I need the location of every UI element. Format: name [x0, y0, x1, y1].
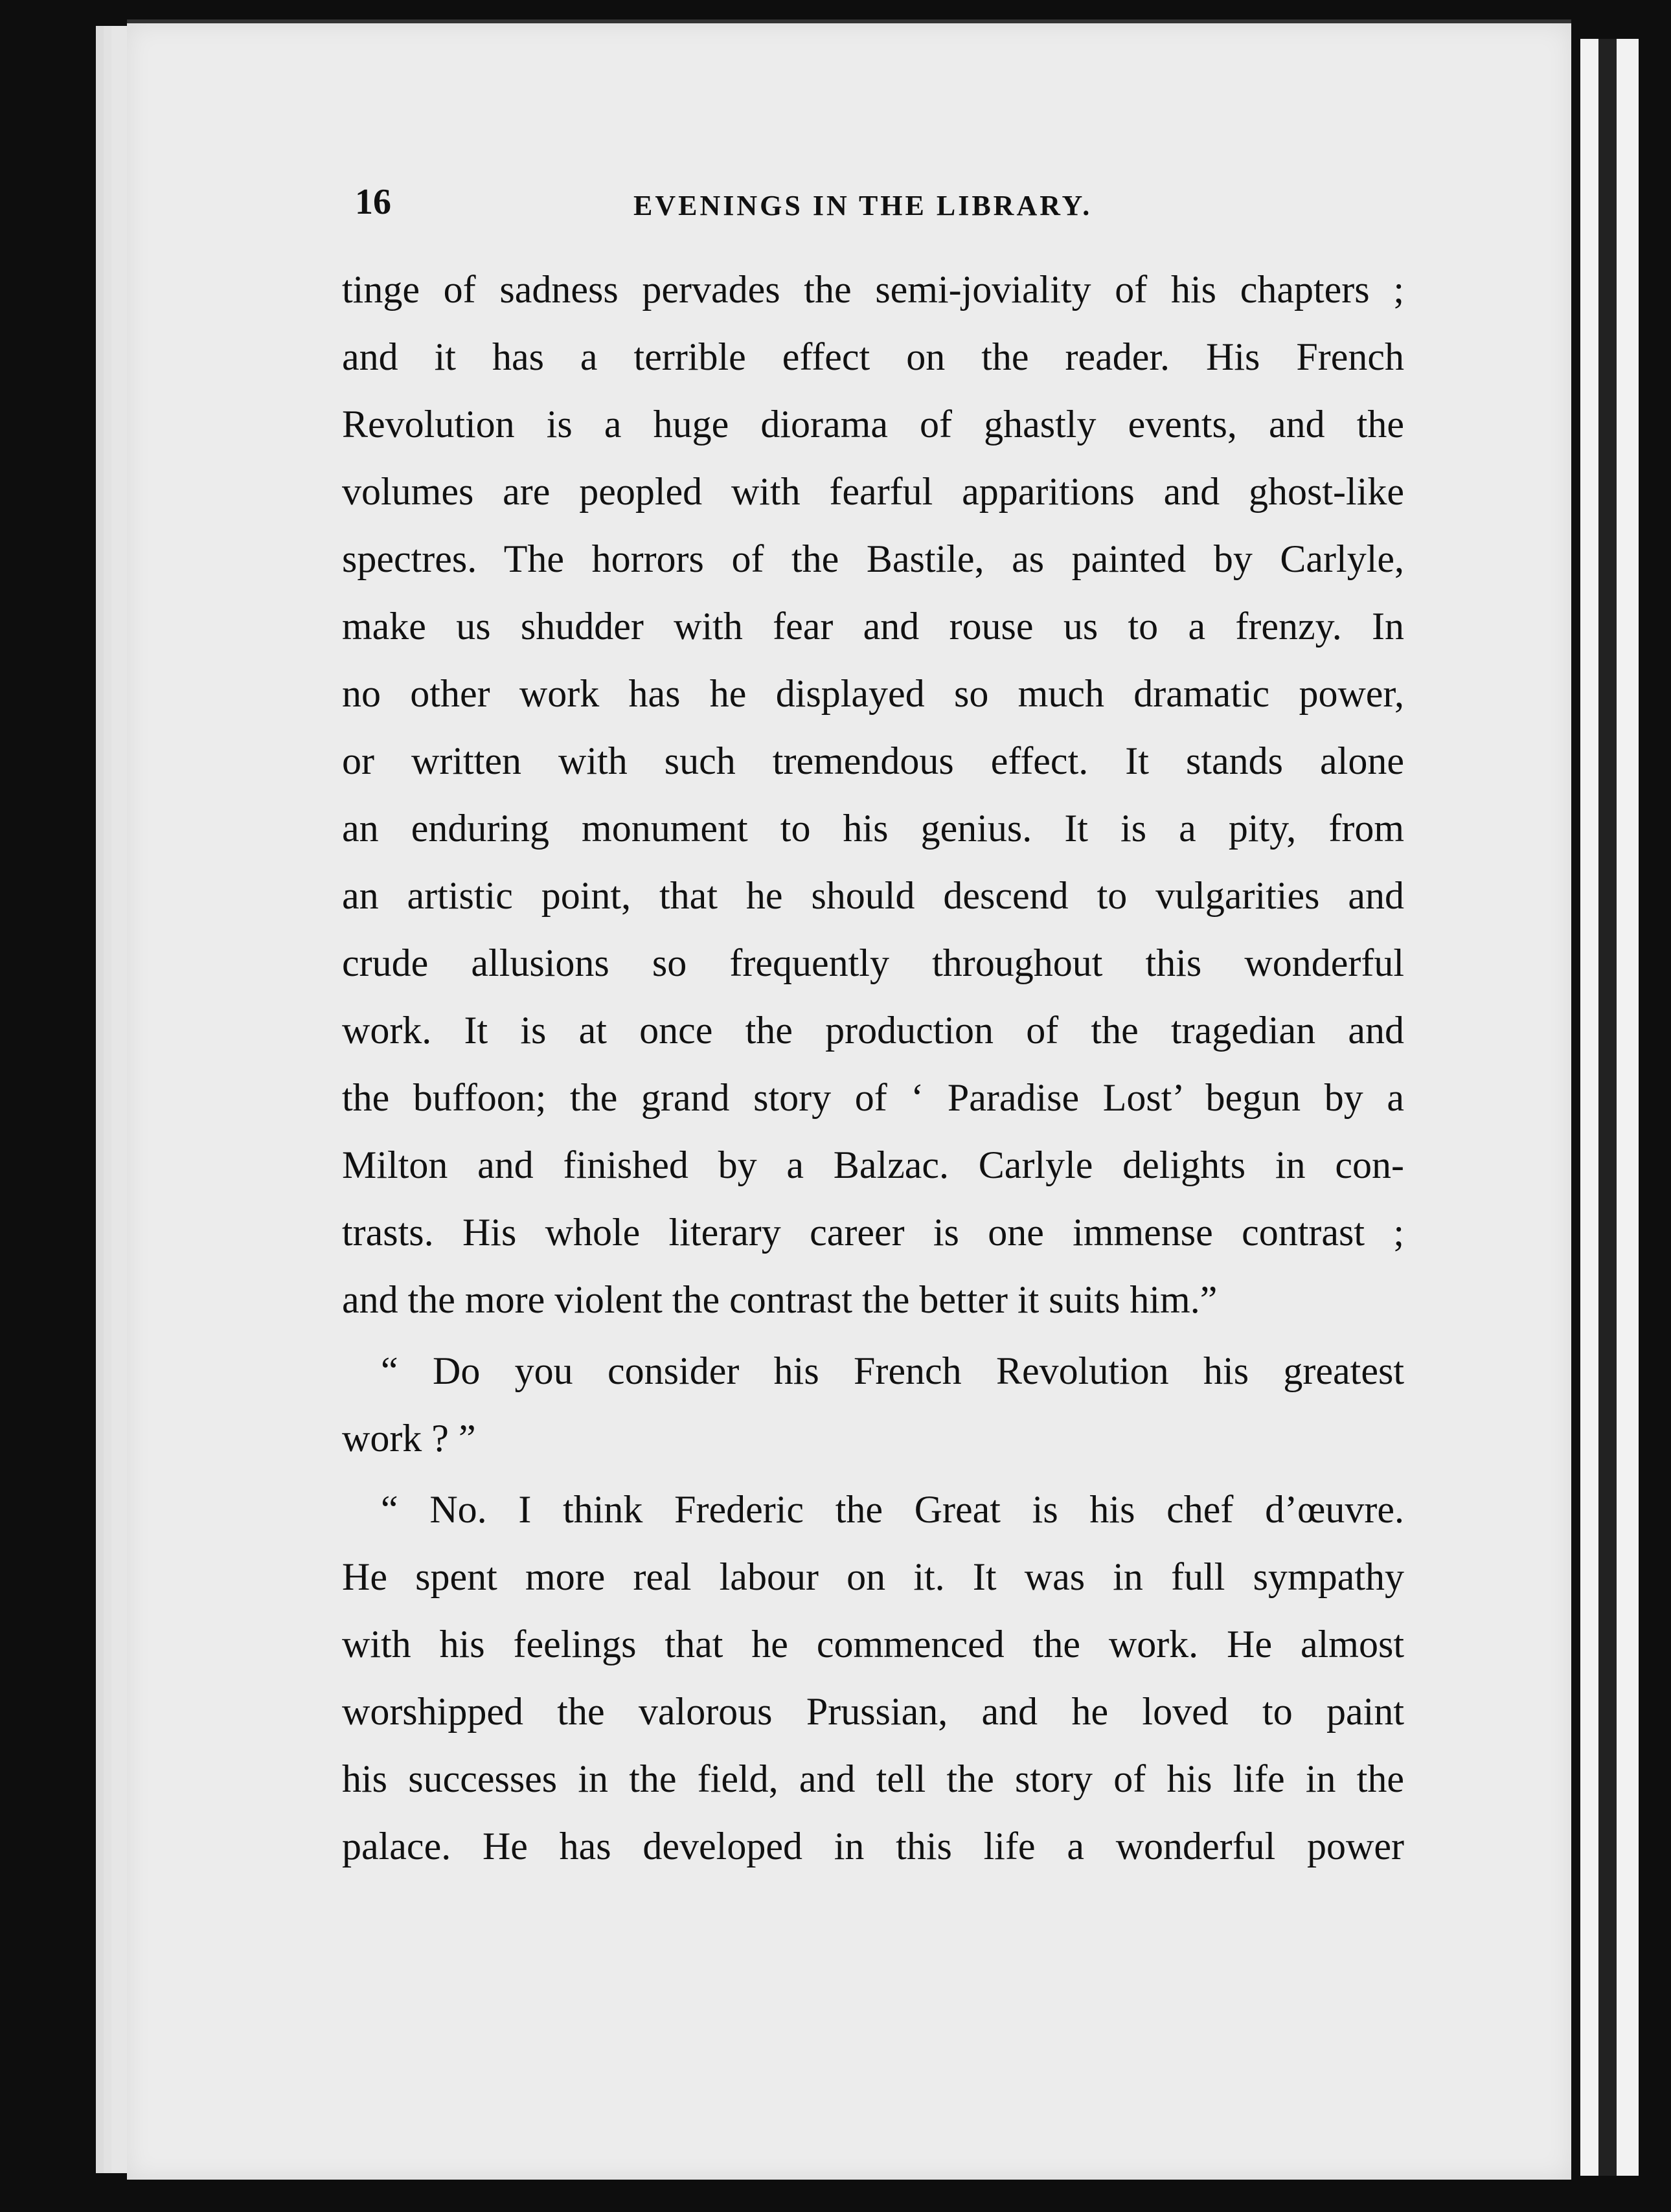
text-line: spectres. The horrors of the Bastile, as painted by Carlyle,	[342, 537, 1404, 580]
text-line: make us shudder with fear and rouse us to a frenzy. In	[342, 605, 1404, 648]
text-line: He spent more real labour on it. It was in full sympathy	[342, 1555, 1404, 1598]
text-line: and it has a terrible effect on the reader. His French	[342, 335, 1404, 378]
text-line: Milton and finished by a Balzac. Carlyle delights in con-	[342, 1144, 1404, 1186]
text-line: “ Do you consider his French Revolution his greatest	[381, 1349, 1404, 1392]
body-text	[342, 256, 1404, 1880]
text-line: work. It is at once the production of the tragedian and	[342, 1009, 1404, 1052]
text-line: his successes in the field, and tell the story of his life in the	[342, 1757, 1404, 1800]
text-line: “ No. I think Frederic the Great is his chef d’œuvre.	[381, 1488, 1404, 1531]
text-line: work ? ”	[342, 1417, 476, 1460]
text-line: and the more violent the contrast the better it suits him.”	[342, 1278, 1218, 1321]
running-head: EVENINGS IN THE LIBRARY.	[633, 190, 1093, 221]
text-line: with his feelings that he commenced the work. He almost	[342, 1623, 1404, 1665]
text-line: volumes are peopled with fearful apparitions and ghost-like	[342, 470, 1404, 513]
paragraph	[342, 256, 1404, 1333]
text-line: the buffoon; the grand story of ‘ Paradise Lost’ begun by a	[342, 1076, 1404, 1119]
page-header	[355, 181, 1417, 240]
text-line: or written with such tremendous effect. It stands alone	[342, 739, 1404, 782]
paragraph	[342, 1337, 1404, 1472]
text-line: worshipped the valorous Prussian, and he loved to paint	[342, 1690, 1404, 1733]
text-line: an artistic point, that he should descend to vulgarities and	[342, 874, 1404, 917]
text-line: an enduring monument to his genius. It is a pity, from	[342, 807, 1404, 850]
text-line: no other work has he displayed so much dramatic power,	[342, 672, 1404, 715]
text-line: crude allusions so frequently throughout this wonderful	[342, 942, 1404, 984]
text-line: palace. He has developed in this life a wonderful power	[342, 1825, 1404, 1868]
book-binding	[1580, 39, 1639, 2176]
text-line: trasts. His whole literary career is one immense contrast ;	[342, 1211, 1404, 1254]
text-line: tinge of sadness pervades the semi-joviality of his chapters ;	[342, 268, 1404, 311]
page-number: 16	[355, 182, 391, 222]
text-line: Revolution is a huge diorama of ghastly events, and the	[342, 403, 1404, 446]
paragraph	[342, 1476, 1404, 1880]
